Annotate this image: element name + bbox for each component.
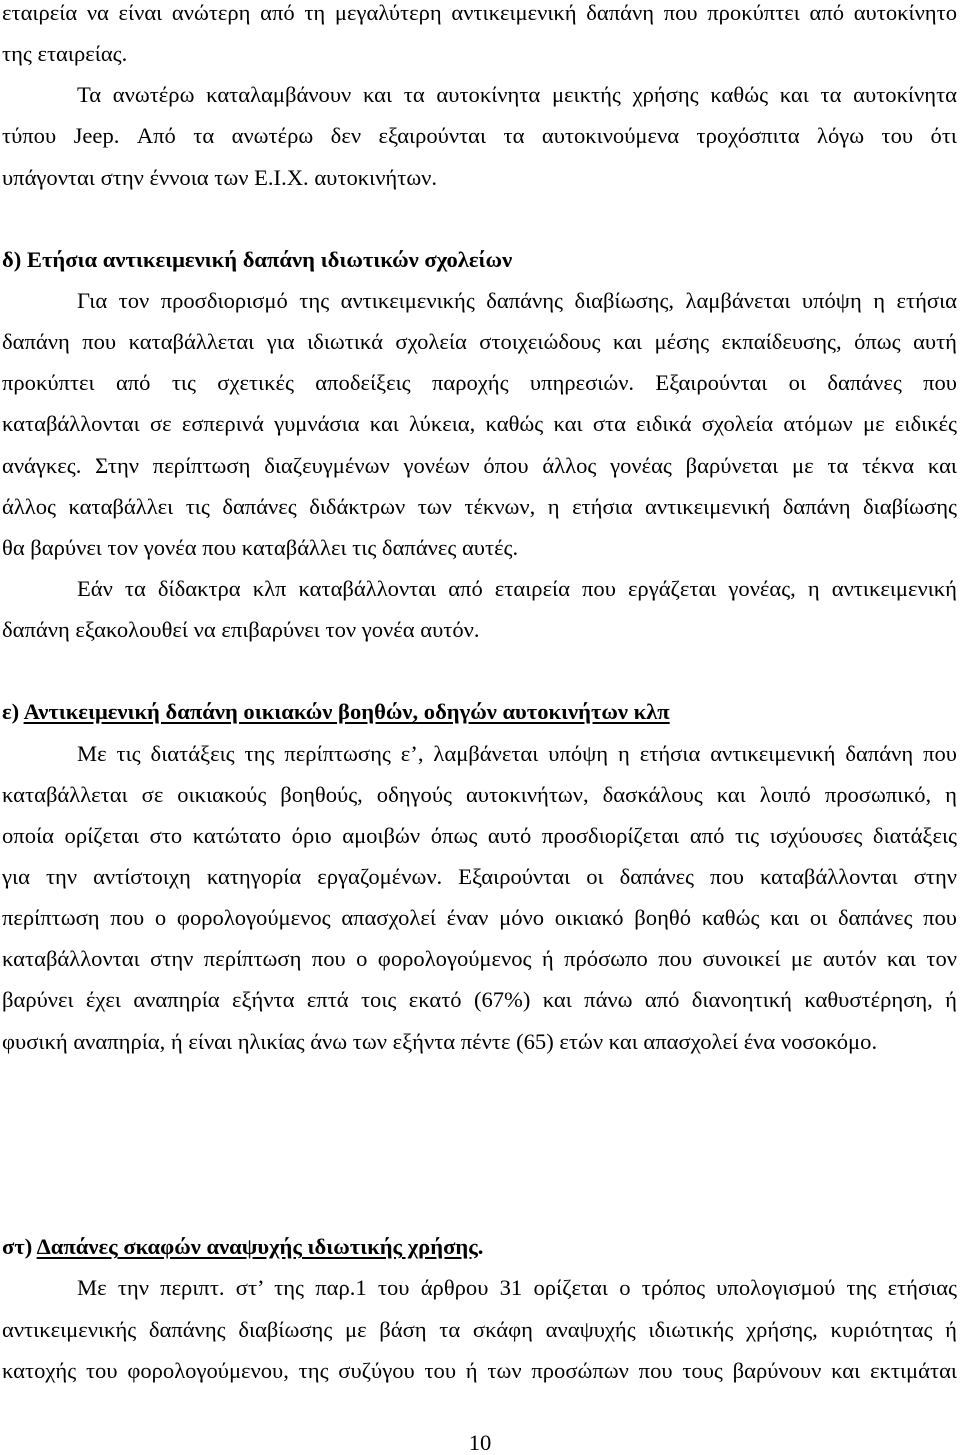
blank-line [2,198,957,239]
paragraph-continuation [2,0,957,74]
text-line: δαπάνη που καταβάλλεται για ιδιωτικά σχολεία στοιχειώδους και μέσης εκπαίδευσης, όπως αυτή [2,329,957,355]
text-line: οποία ορίζεται στο κατώτατο όριο αμοιβών όπως αυτό προσδιορίζεται από τις ισχύουσες διατάξεις [2,822,957,848]
blank-line [2,1185,957,1226]
section-label: δ) [2,246,22,272]
section-title-end: . [477,1234,484,1260]
text-line: άλλος καταβάλλει τις δαπάνες διδάκτρων των τέκνων, η ετήσια αντικειμενική δαπάνη διαβίωσης [2,493,957,519]
text-line: βαρύνει έχει αναπηρία εξήντα επτά τοις εκατό (67%) και πάνω από διανοητική καθυστέρηση, ή [2,987,957,1013]
paragraph-vehicles-note [2,74,957,197]
text-line: Τα ανωτέρω καταλαμβάνουν και τα αυτοκίνητα μεικτής χρήσης καθώς και τα αυτοκίνητα [77,82,957,108]
section-e [2,691,957,1061]
text-line: αντικειμενικής δαπάνης διαβίωσης με βάση τα σκάφη αναψυχής ιδιωτικής χρήσης, κυριότητας ή [2,1316,957,1342]
text-line: της εταιρείας. [2,41,128,67]
text-line: Για τον προσδιορισμό της αντικειμενικής δαπάνης διαβίωσης, λαμβάνεται υπόψη η ετήσια [77,287,957,313]
text-line: Με την περιπτ. στ’ της παρ.1 του άρθρου 31 ορίζεται ο τρόπος υπολογισμού της ετήσιας [77,1275,957,1301]
paragraph [2,1267,957,1390]
text-line: τύπου Jeep. Από τα ανωτέρω δεν εξαιρούνται τα αυτοκινούμενα τροχόσπιτα λόγω του ότι [2,123,957,149]
blank-line [2,1103,957,1144]
text-line: υπάγονται στην έννοια των Ε.Ι.Χ. αυτοκινήτων. [2,164,438,190]
document-body [2,0,957,1391]
text-line: Με τις διατάξεις της περίπτωσης ε’, λαμβάνεται υπόψη η ετήσια αντικειμενική δαπάνη που [77,740,957,766]
section-label: στ) [2,1234,33,1260]
text-line: Εάν τα δίδακτρα κλπ καταβάλλονται από εταιρεία που εργάζεται γονέας, η αντικειμενική [77,575,957,601]
section-label: ε) [2,699,20,725]
section-title: Αντικειμενική δαπάνη οικιακών βοηθών, οδηγών αυτοκινήτων κλπ [23,699,670,725]
section-heading [2,239,957,280]
section-d [2,239,957,650]
text-line: θα βαρύνει τον γονέα που καταβάλλει τις δαπάνες αυτές. [2,534,519,560]
section-title: Ετήσια αντικειμενική δαπάνη ιδιωτικών σχολείων [26,246,513,272]
text-line: για την αντίστοιχη κατηγορία εργαζομένων. Εξαιρούνται οι δαπάνες που καταβάλλονται στην [2,863,957,889]
section-heading [2,691,957,732]
paragraph [2,280,957,568]
text-line: περίπτωση που ο φορολογούμενος απασχολεί έναν μόνο οικιακό βοηθό καθώς και οι δαπάνες που [2,905,957,931]
blank-line [2,1062,957,1103]
text-line: καταβάλλονται σε εσπερινά γυμνάσια και λύκεια, καθώς και στα ειδικά σχολεία ατόμων με ειδικές [2,411,957,437]
text-line: δαπάνη εξακολουθεί να επιβαρύνει τον γονέα αυτόν. [2,617,480,643]
section-heading [2,1226,957,1267]
text-line: φυσική αναπηρία, ή είναι ηλικίας άνω των εξήντα πέντε (65) ετών και απασχολεί ένα νοσοκόμο. [2,1028,878,1054]
section-title: Δαπάνες σκαφών αναψυχής ιδιωτικής χρήσης [36,1234,478,1260]
paragraph [2,568,957,650]
text-line: προκύπτει από τις σχετικές αποδείξεις παροχής υπηρεσιών. Εξαιρούνται οι δαπάνες που [2,370,957,396]
text-line: ανάγκες. Στην περίπτωση διαζευγμένων γονέων όπου άλλος γονέας βαρύνεται με τα τέκνα και [2,452,957,478]
text-line: καταβάλλονται στην περίπτωση που ο φορολογούμενος ή πρόσωπο που συνοικεί με αυτόν και τον [2,946,957,972]
text-line: εταιρεία να είναι ανώτερη από τη μεγαλύτερη αντικειμενική δαπάνη που προκύπτει από αυτοκίνητο [2,0,957,25]
blank-line [2,650,957,691]
text-line: καταβάλλεται σε οικιακούς βοηθούς, οδηγούς αυτοκινήτων, δασκάλους και λοιπό προσωπικό, η [2,781,957,807]
section-st [2,1226,957,1391]
blank-line [2,1144,957,1185]
page-number: 10 [468,1430,492,1455]
text-line: κατοχής του φορολογούμενου, της συζύγου του ή των προσώπων που τους βαρύνουν και εκτιμάται [2,1357,957,1383]
paragraph [2,733,957,1062]
